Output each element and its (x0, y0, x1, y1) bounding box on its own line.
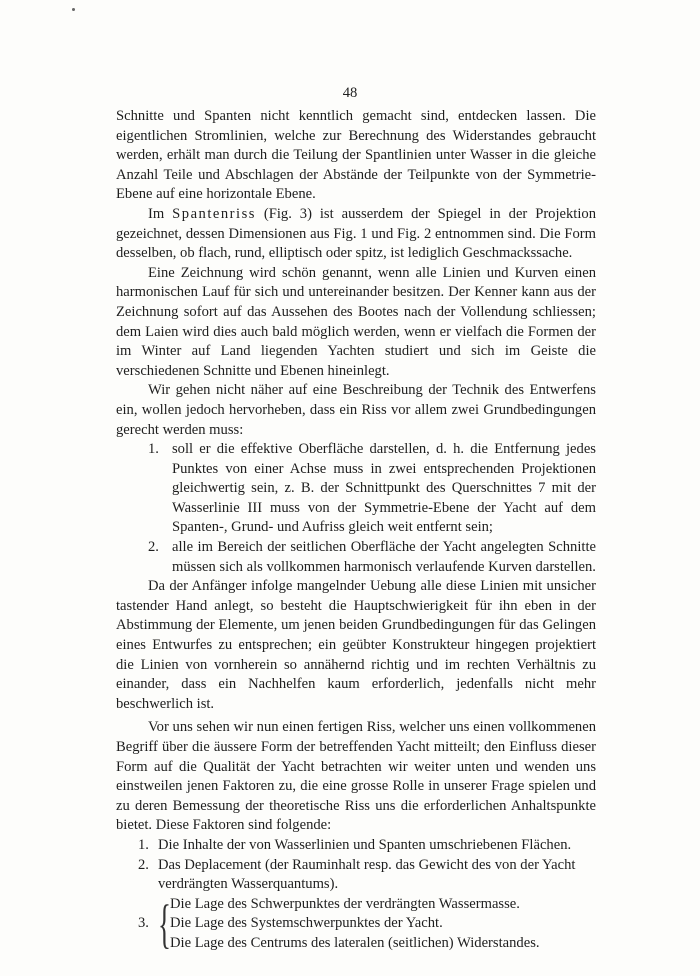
scan-speck (72, 8, 75, 11)
list-item (138, 856, 596, 895)
paragraph-2-lead: Im (148, 205, 165, 222)
list-text: Das Deplacement (der Rauminhalt resp. das Gewicht des von der Yacht verdrängten Wasserquantums). (158, 856, 576, 893)
list-item (116, 440, 596, 538)
list-number: 1. (138, 836, 149, 853)
braced-item: Die Lage des Centrums des lateralen (seitlichen) Widerstandes. (170, 934, 540, 951)
braced-items (170, 895, 596, 954)
list-item (116, 538, 596, 577)
paragraph-2 (116, 205, 596, 264)
paragraph-3: Eine Zeichnung wird schön genannt, wenn alle Linien und Kurven einen harmonischen Lauf für sich und untereinander besitzen. Der Kenner kann aus der Zeichnung sofort auf das Aussehen des Bootes nach der Vollendung schliessen; dem Laien wird dies auch bald möglich werden, wenn er vielfach die Formen der im Winter auf Land liegenden Yachten studiert und sich im Geiste die verschiedenen Schnitte und Ebenen hineinlegt. (116, 264, 596, 379)
page-number: 48 (342, 85, 358, 101)
list-text: Die Inhalte der von Wasserlinien und Spanten umschriebenen Flächen. (158, 836, 572, 853)
list-text: alle im Bereich der seitlichen Oberfläche der Yacht angelegten Schnitte müssen sich als vollkommen harmonisch verlaufende Kurven darstellen. (172, 539, 596, 575)
list-item (138, 836, 596, 856)
braced-item: Die Lage des Schwerpunktes der verdrängten Wassermasse. (170, 895, 520, 912)
paragraph-6: Vor uns sehen wir nun einen fertigen Riss, welcher uns einen vollkommenen Begriff über die äussere Form der betreffenden Yacht mitteilt; den Einfluss dieser Form auf die Qualität der Yacht betrachten wir weiter unten und wenden uns einstweilen jenen Faktoren zu, die eine grosse Rolle in unserer Frage spielen und zu deren Bemessung der theoretische Riss uns die erforderlichen Anhaltspunkte bietet. Diese Faktoren sind folgende: (116, 719, 596, 834)
list-number: 2. (148, 539, 159, 556)
list-number: 2. (138, 856, 149, 873)
paragraph-4: Wir gehen nicht näher auf eine Beschreibung der Technik des Entwerfens ein, wollen jedoch hervorheben, dass ein Riss vor allem zwei Grundbedingungen gerecht werden muss: (116, 382, 596, 438)
curly-brace: { (158, 894, 171, 955)
paragraph-1: Schnitte und Spanten nicht kenntlich gemacht sind, entdecken lassen. Die eigentlichen Stromlinien, welche zur Berechnung des Widerstandes gebraucht werden, erhält man durch die Teilung der Spantlinien unter Wasser in die gleiche Anzahl Teile und Abschlagen der Abstände der Teilpunkte von der Symmetrie-Ebene auf eine horizontale Ebene. (116, 108, 596, 203)
list-text: soll er die effektive Oberfläche darstellen, d. h. die Entfernung jedes Punktes von einer Achse muss in zwei entsprechenden Projektionen gleichwertig sein, z. B. der Schnittpunkt des Querschnittes 7 mit der Wasserlinie III muss von der Symmetrie-Ebene der Yacht auf dem Spanten-, Grund- und Aufriss gleich weit entfernt sein; (172, 441, 596, 536)
term-spantenriss: Spantenriss (172, 205, 256, 222)
list-item-braced (138, 895, 596, 954)
list-number: 3. (138, 915, 149, 932)
paragraph-2-rest: (Fig. 3) ist ausserdem der Spiegel in der Projektion gezeichnet, dessen Dimensionen aus Fig. 1 und Fig. 2 entnommen sind. Die Form desselben, ob flach, rund, elliptisch oder spitz, ist lediglich Geschmackssache. (116, 205, 597, 262)
braced-item: Die Lage des Systemschwerpunktes der Yacht. (170, 915, 443, 932)
list-number: 1. (148, 441, 159, 458)
paragraph-5: Da der Anfänger infolge mangelnder Uebung alle diese Linien mit unsicher tastender Hand anlegt, so besteht die Hauptschwierigkeit für ihn eben in der Abstimmung der Elemente, um jenen beiden Grundbedingungen für das Gelingen eines Entwurfes zu entsprechen; ein geübter Konstrukteur hingegen projektiert die Linien von vornherein so annähernd richtig und im rechten Verhältnis zu einander, dass ein Nachhelfen kaum erforderlich, jedenfalls nicht mehr beschwerlich ist. (116, 578, 596, 712)
body-text (116, 107, 596, 954)
